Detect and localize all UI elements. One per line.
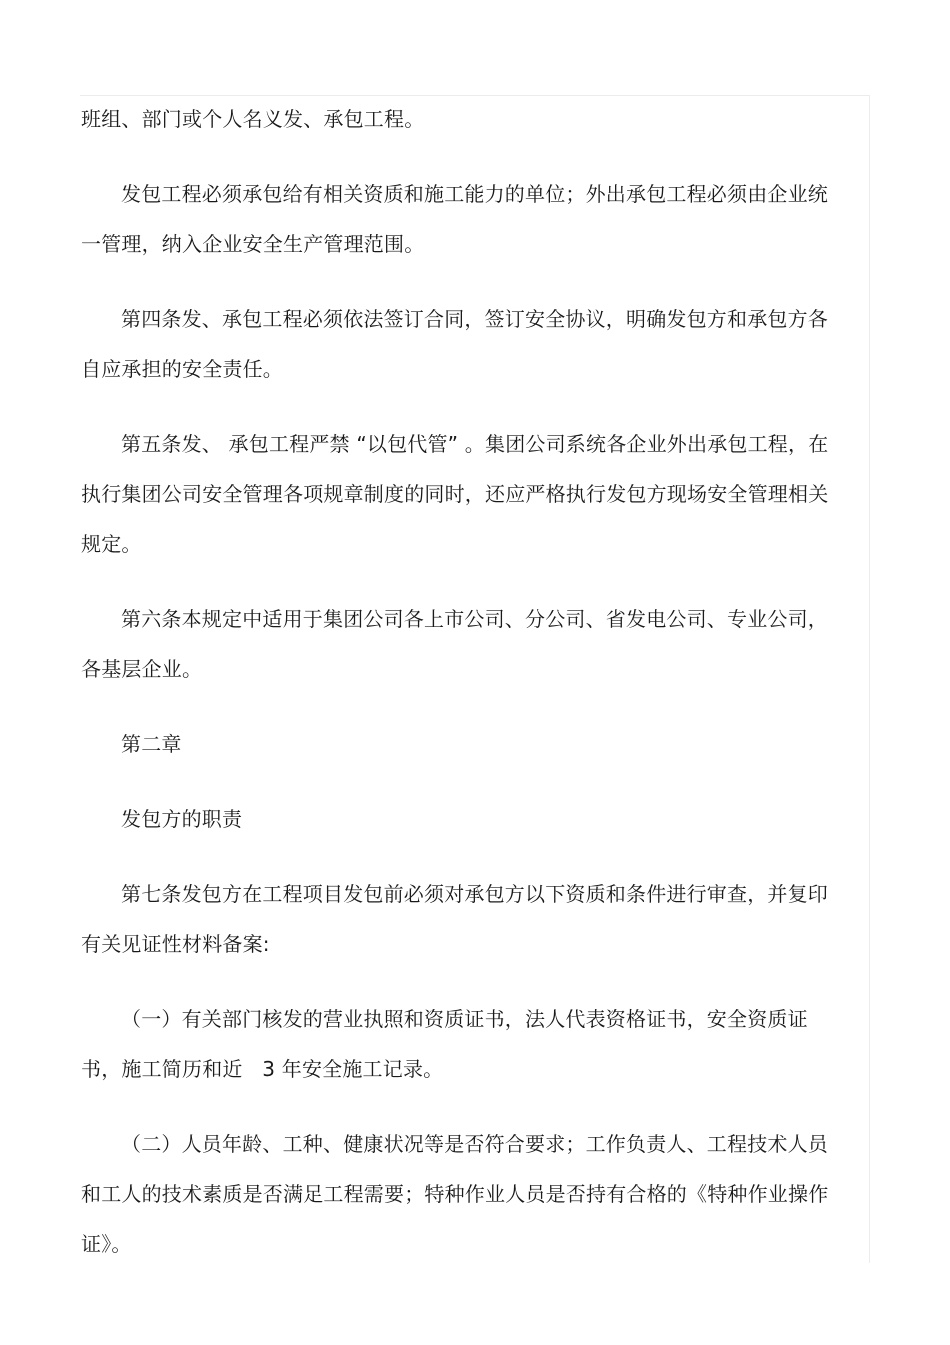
paragraph-subcontracting: 发包工程必须承包给有相关资质和施工能力的单位；外出承包工程必须由企业统一管理，纳入企业安全生产管理范围。 — [81, 182, 828, 256]
paragraph-article-4: 第四条发、承包工程必须依法签订合同，签订安全协议，明确发包方和承包方各自应承担的安全责任。 — [81, 307, 828, 381]
paragraph-continuation: 班组、部门或个人名义发、承包工程。 — [81, 107, 425, 131]
page-border-right — [869, 95, 870, 1263]
paragraph-article-5: 第五条发、 承包工程严禁 “以包代管” 。集团公司系统各企业外出承包工程，在执行集团公司安全管理各项规章制度的同时，还应严格执行发包方现场安全管理相关规定。 — [81, 432, 829, 556]
document-body — [81, 94, 833, 1294]
paragraph-item-1: （一）有关部门核发的营业执照和资质证书，法人代表资格证书，安全资质证书，施工简历和近 3 年安全施工记录。 — [81, 1007, 808, 1081]
chapter-heading: 第二章 — [121, 732, 182, 756]
paragraph-article-7: 第七条发包方在工程项目发包前必须对承包方以下资质和条件进行审查，并复印有关见证性材料备案: — [81, 882, 828, 956]
paragraph-item-2: （二）人员年龄、工种、健康状况等是否符合要求；工作负责人、工程技术人员和工人的技术素质是否满足工程需要；特种作业人员是否持有合格的《特种作业操作证》。 — [81, 1132, 829, 1256]
paragraph-article-6: 第六条本规定中适用于集团公司各上市公司、分公司、省发电公司、专业公司，各基层企业。 — [81, 607, 828, 681]
chapter-title: 发包方的职责 — [121, 807, 243, 831]
